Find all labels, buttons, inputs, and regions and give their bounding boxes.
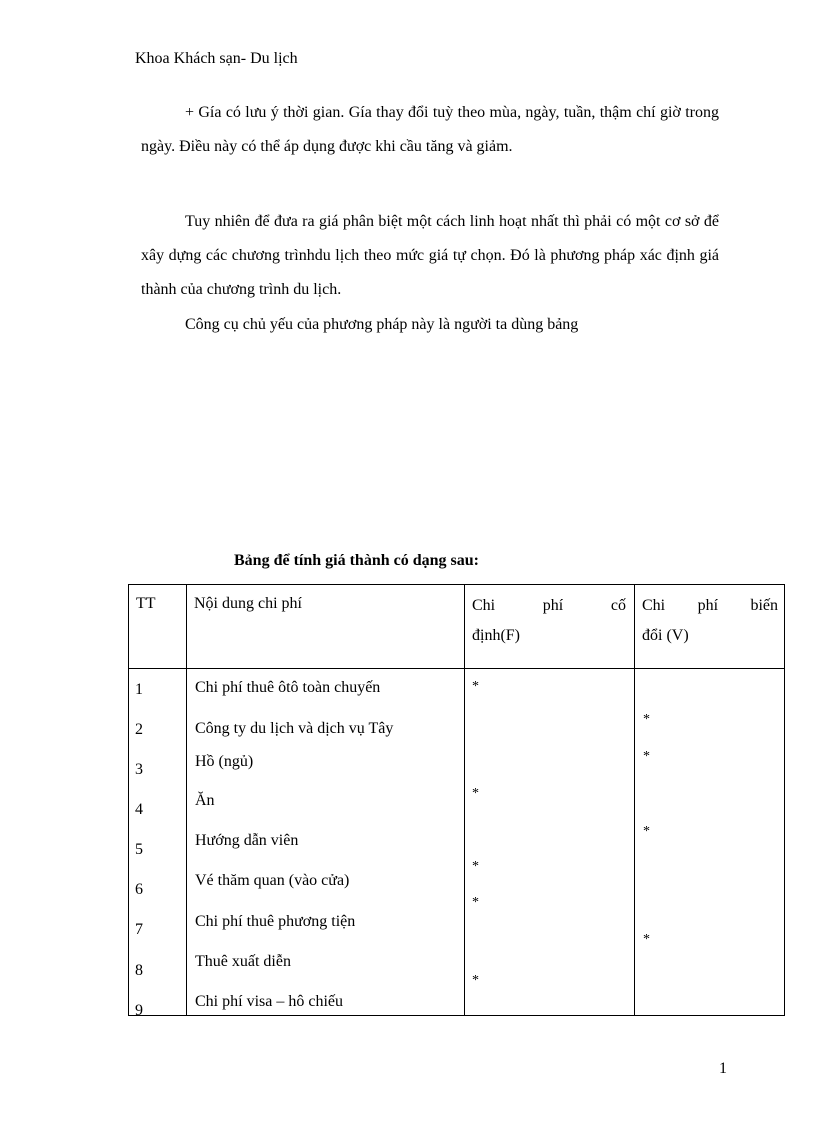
table-body-row [129,669,785,1016]
row-number: 6 [135,881,143,898]
header-var-line2: đổi (V) [642,627,689,644]
fixed-mark: * [472,895,479,910]
header-tt: TT [129,585,187,669]
header-var-word3: biến [750,597,778,614]
table-caption: Bảng để tính giá thành có dạng sau: [234,552,479,569]
variable-cost-column [635,669,785,1016]
header-variable-cost [635,585,785,669]
cost-item: Hướng dẫn viên [195,832,299,849]
content-column [187,669,465,1016]
cost-item: Chi phí visa – hô chiếu [195,993,343,1010]
fixed-cost-column [465,669,635,1016]
tt-column [129,669,187,1019]
row-number: 5 [135,841,143,858]
row-number: 2 [135,721,143,738]
header-fixed-word2: phí [542,597,564,614]
cost-item: Chi phí thuê phương tiện [195,913,356,930]
document-header: Khoa Khách sạn- Du lịch [135,50,298,67]
header-fixed-word3: cố [610,597,626,614]
cost-item: Hồ (ngủ) [195,753,254,770]
page-number: 1 [719,1060,727,1077]
paragraph-price-time: + Gía có lưu ý thời gian. Gía thay đổi tuỳ theo mùa, ngày, tuần, thậm chí giờ trong ngày. Điều này có thể áp dụng được khi cầu tăng và giảm. [141,104,719,155]
cost-item: Chi phí thuê ôtô toàn chuyến [195,679,381,696]
header-var-word2: phí [697,597,719,614]
row-number: 3 [135,761,143,778]
header-content: Nội dung chi phí [187,585,465,669]
cost-item: Công ty du lịch và dịch vụ Tây [195,720,394,737]
variable-mark: * [643,749,650,764]
fixed-mark: * [472,973,479,988]
variable-mark: * [643,712,650,727]
header-fixed-cost [465,585,635,669]
paragraph-tool: Công cụ chủ yếu của phương pháp này là người ta dùng bảng [185,316,579,333]
table-header-row [129,585,785,669]
row-number: 9 [135,1002,143,1019]
row-number: 7 [135,921,143,938]
cost-table [128,584,785,1019]
row-number: 1 [135,681,143,698]
variable-mark: * [643,932,650,947]
header-fixed-word1: Chi [472,597,496,614]
fixed-mark: * [472,786,479,801]
cost-item: Vé thăm quan (vào cửa) [195,872,350,889]
fixed-mark: * [472,679,479,694]
fixed-mark: * [472,859,479,874]
row-number: 4 [135,801,143,818]
paragraph-price-discrimination: Tuy nhiên để đưa ra giá phân biệt một cách linh hoạt nhất thì phải có một cơ sở để xây dựng các chương trìnhdu lịch theo mức giá tự chọn. Đó là phương pháp xác định giá thành của chương trình du lịch. [141,213,719,298]
row-number: 8 [135,962,143,979]
cost-item: Thuê xuất diễn [195,953,291,970]
header-var-word1: Chi [642,597,666,614]
header-fixed-line2: định(F) [472,627,520,644]
variable-mark: * [643,824,650,839]
cost-item: Ăn [195,792,215,809]
